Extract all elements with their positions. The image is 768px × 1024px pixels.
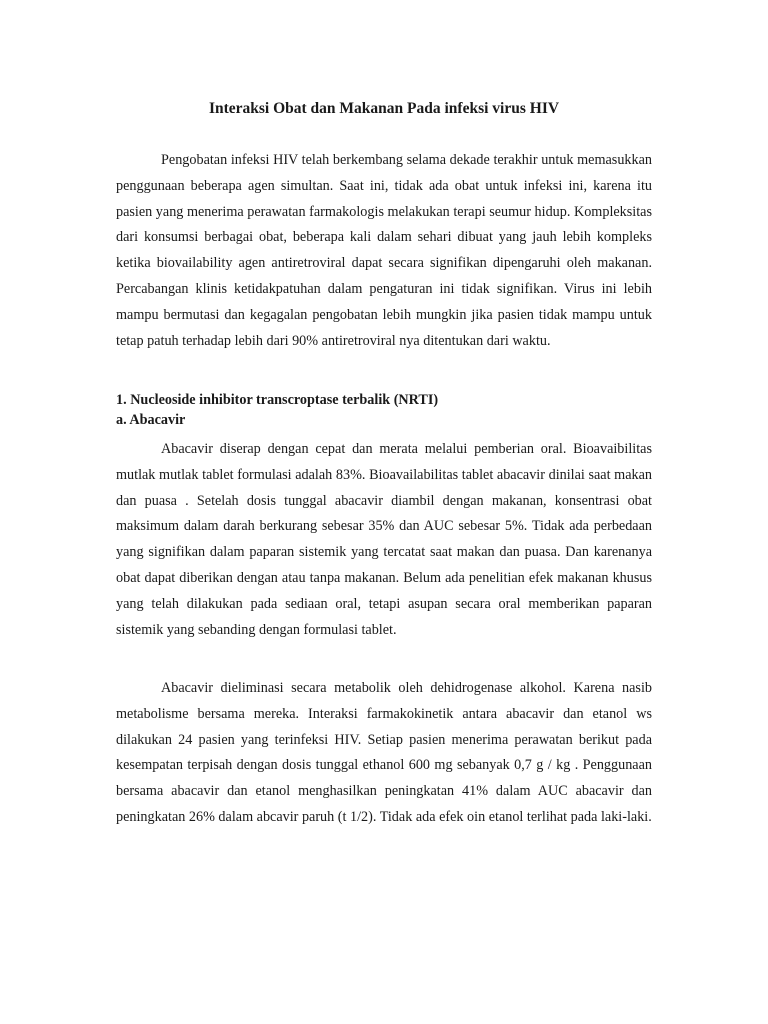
document-title: Interaksi Obat dan Makanan Pada infeksi virus HIV [208,100,560,117]
paragraph-abacavir-elimination: Abacavir dieliminasi secara metabolik oleh dehidrogenase alkohol. Karena nasib metabolisme bersama mereka. Interaksi farmakokinetik antara abacavir dan etanol ws dilakukan 24 pasien yang terinfeksi HIV. Setiap pasien menerima perawatan berikut pada kesempatan terpisah dengan dosis tunggal ethanol 600 mg sebanyak 0,7 g / kg . Penggunaan bersama abacavir dan etanol menghasilkan peningkatan 41% dalam AUC abacavir dan peningkatan 26% dalam abcavir paruh (t 1/2). Tidak ada efek oin etanol terlihat pada laki-laki. [116,680,652,825]
paragraph-intro: Pengobatan infeksi HIV telah berkembang selama dekade terakhir untuk memasukkan penggunaan beberapa agen simultan. Saat ini, tidak ada obat untuk infeksi ini, karena itu pasien yang menerima perawatan farmakologis melakukan terapi seumur hidup. Kompleksitas dari konsumsi berbagai obat, beberapa kali dalam sehari dibuat yang jauh lebih kompleks ketika biovailability agen antiretroviral dapat secara signifikan dipengaruhi oleh makanan. Percabangan klinis ketidakpatuhan dalam pengaturan ini tidak signifikan. Virus ini lebih mampu bermutasi dan kegagalan pengobatan lebih mungkin jika pasien tidak mampu untuk tetap patuh terhadap lebih dari 90% antiretroviral nya ditentukan dari waktu. [116,152,652,349]
paragraph-abacavir-absorption: Abacavir diserap dengan cepat dan merata melalui pemberian oral. Bioavaibilitas mutlak mutlak tablet formulasi adalah 83%. Bioavailabilitas tablet abacavir dinilai saat makan dan puasa . Setelah dosis tunggal abacavir diambil dengan makanan, konsentrasi obat maksimum dalam darah berkurang sebesar 35% dan AUC sebesar 5%. Tidak ada perbedaan yang signifikan dalam paparan sistemik yang tercatat saat makan dan puasa. Dan karenanya obat dapat diberikan dengan atau tanpa makanan. Belum ada penelitian efek makanan khusus yang telah dilakukan pada sediaan oral, tetapi asupan secara oral memberikan paparan sistemik yang sebanding dengan formulasi tablet. [116,441,652,638]
subsection-heading-abacavir: a. Abacavir [116,412,186,428]
section-heading-nrti: 1. Nucleoside inhibitor transcroptase terbalik (NRTI) [116,392,439,408]
